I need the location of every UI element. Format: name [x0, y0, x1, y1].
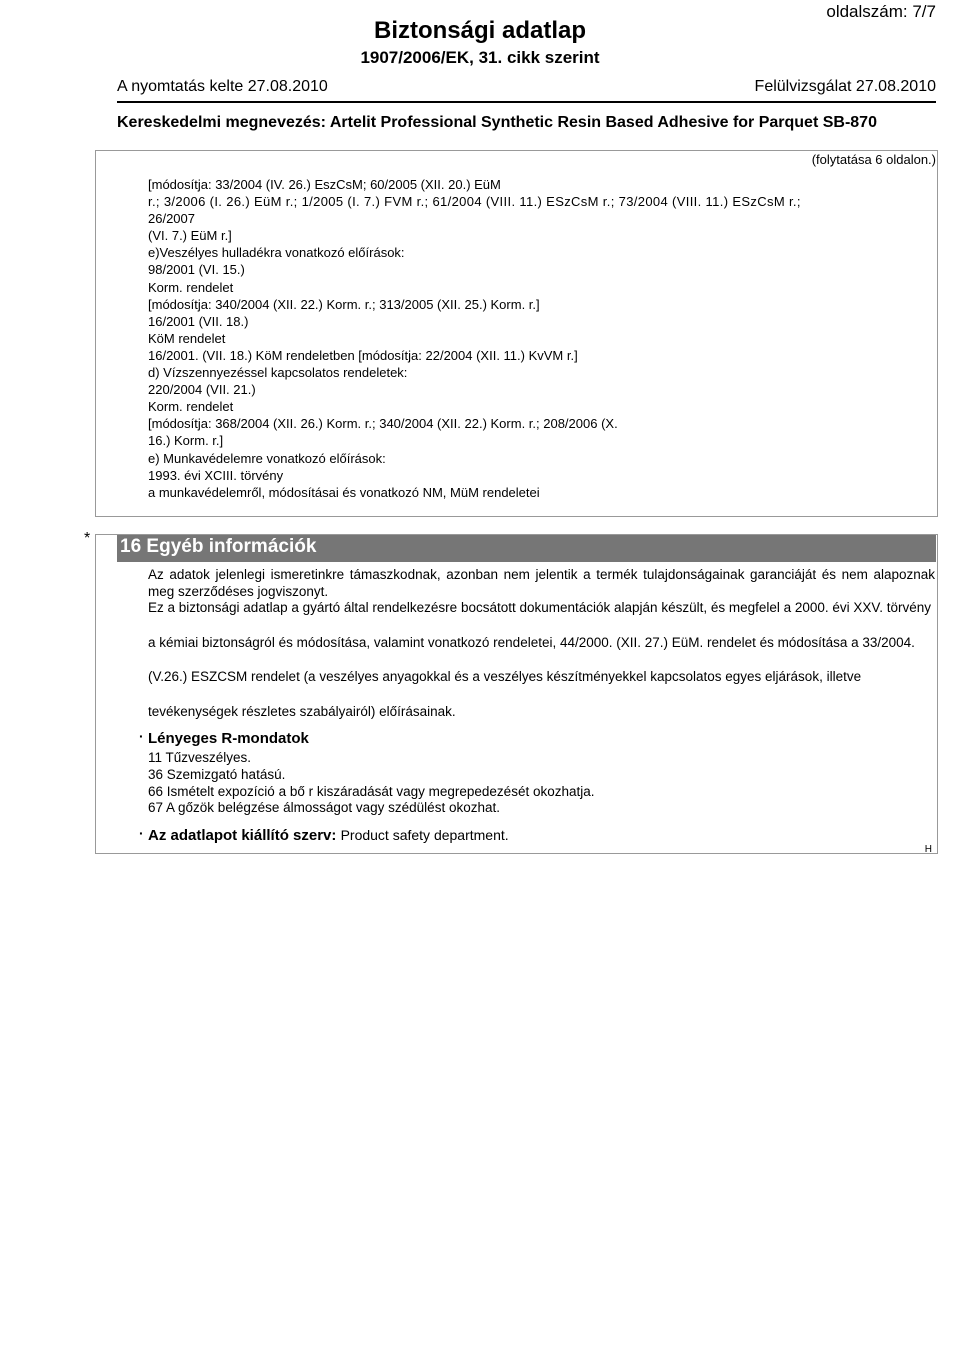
r-phrase: 11 Tűzveszélyes. [148, 750, 252, 765]
regulation-line: 98/2001 (VI. 15.) [148, 262, 245, 278]
section-title: 16 Egyéb információk [120, 536, 317, 557]
issuer-value: Product safety department. [340, 827, 509, 843]
regulation-line: [módosítja: 368/2004 (XII. 26.) Korm. r.; 340/2004 (XII. 22.) Korm. r.; 208/2006 (X. [148, 416, 618, 432]
bullet-dot: · [139, 825, 144, 841]
r-phrases-heading: Lényeges R-mondatok [148, 730, 309, 747]
regulation-line: Korm. rendelet [148, 279, 234, 295]
issuer-line [148, 827, 509, 844]
page-number: oldalszám: 7/7 [826, 2, 936, 21]
r-phrase: 66 Ismételt expozíció a bő r kiszáradását vagy megrepedezését okozhatja. [148, 783, 595, 799]
regulation-line: KöM rendelet [148, 330, 226, 346]
regulation-line: 16/2001 (VII. 18.) [148, 313, 249, 329]
issuer-label: Az adatlapot kiállító szerv: [148, 827, 337, 844]
regulation-line: [módosítja: 340/2004 (XII. 22.) Korm. r.; 313/2005 (XII. 25.) Korm. r.] [148, 296, 540, 312]
change-marker: * [84, 530, 91, 547]
print-date: A nyomtatás kelte 27.08.2010 [117, 78, 328, 95]
info-paragraph: tevékenységek részletes szabályairól) előírásainak. [148, 704, 456, 719]
regulation-line: e) Munkavédelemre vonatkozó előírások: [148, 450, 386, 466]
document-title: Biztonsági adatlap [373, 17, 587, 44]
info-paragraph: Ez a biztonsági adatlap a gyártó által rendelkezésre bocsátott dokumentációk alapján készült, és megfelel a 2000. évi XXV. törvény [148, 600, 931, 615]
regulation-list [148, 176, 801, 501]
regulation-line: a munkavédelemről, módosításai és vonatkozó NM, MüM rendeletei [148, 484, 540, 500]
regulation-line: d) Vízszennyezéssel kapcsolatos rendeletek: [148, 365, 408, 381]
regulation-line: 16/2001. (VII. 18.) KöM rendeletben [módosítja: 22/2004 (XII. 11.) KvVM r.] [148, 347, 578, 363]
header-divider [117, 101, 936, 103]
regulation-line: 220/2004 (VII. 21.) [148, 382, 256, 398]
regulation-line: r.; 3/2006 (I. 26.) EüM r.; 1/2005 (I. 7.) FVM r.; 61/2004 (VIII. 11.) ESzCsM r.; 73/2004 (VIII. 11.) ESzCsM r.; [148, 194, 801, 210]
regulation-line: [módosítja: 33/2004 (IV. 26.) EszCsM; 60/2005 (XII. 20.) EüM [148, 177, 501, 192]
info-paragraph: (V.26.) ESZCSM rendelet (a veszélyes anyagokkal és a veszélyes készítményekkel kapcsolatos egyes eljárások, illetve [148, 669, 862, 684]
info-paragraph: Az adatok jelenlegi ismeretinkre támaszkodnak, azonban nem jelentik a termék tulajdonságainak garanciáját és nem alapoznak meg szerződéses jogviszonyt. [148, 567, 935, 599]
r-phrase: 36 Szemizgató hatású. [148, 766, 286, 782]
regulation-line: 26/2007 [148, 211, 195, 227]
document-subtitle: 1907/2006/EK, 31. cikk szerint [360, 48, 600, 67]
regulation-line: (VI. 7.) EüM r.] [148, 228, 232, 244]
regulation-line: 16.) Korm. r.] [148, 433, 224, 449]
r-phrase: 67 A gőzök belégzése álmosságot vagy szédülést okozhat. [148, 800, 500, 816]
footer-language-mark: H [924, 844, 932, 855]
trade-name: Kereskedelmi megnevezés: Artelit Professional Synthetic Resin Based Adhesive for Parquet SB-870 [117, 114, 877, 131]
regulation-line: Korm. rendelet [148, 399, 234, 415]
regulation-line: e)Veszélyes hulladékra vonatkozó előírások: [148, 245, 405, 261]
regulation-line: 1993. évi XCIII. törvény [148, 467, 284, 483]
r-phrases-list [148, 750, 595, 817]
bullet-dot: · [139, 728, 144, 744]
revision-date: Felülvizsgálat 27.08.2010 [754, 78, 936, 95]
info-paragraph: a kémiai biztonságról és módosítása, valamint vonatkozó rendeletei, 44/2000. (XII. 27.) EüM. rendelet és módosítása a 33/2004. [148, 635, 915, 650]
continuation-note: (folytatása 6 oldalon.) [811, 152, 936, 167]
